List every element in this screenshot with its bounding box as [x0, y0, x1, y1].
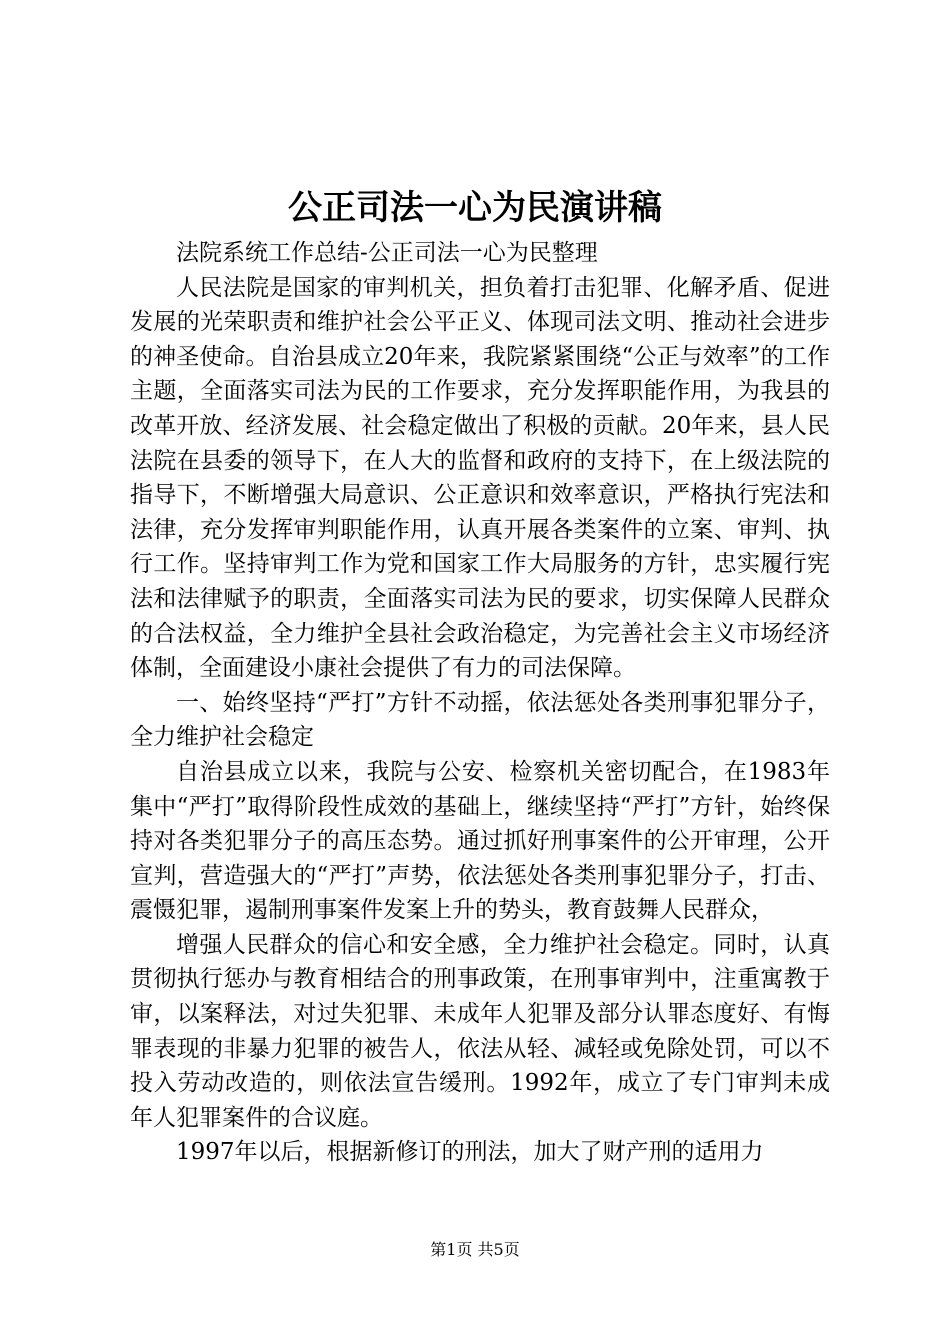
paragraph-1997: 1997年以后，根据新修订的刑法，加大了财产刑的适用力: [176, 1139, 764, 1166]
paragraph-intro: 人民法院是国家的审判机关，担负着打击犯罪、化解矛盾、促进发展的光荣职责和维护社会公平正义、体现司法文明、推动社会进步的神圣使命。自治县成立20年来，我院紧紧围绕“公正与效率”的工作主题，全面落实司法为民的工作要求，充分发挥职能作用，为我县的改革开放、经济发展、社会稳定做出了积极的贡献。20年来，县人民法院在县委的领导下，在人大的监督和政府的支持下，在上级法院的指导下，不断增强大局意识、公正意识和效率意识，严格执行宪法和法律，充分发挥审判职能作用，认真开展各类案件的立案、审判、执行工作。坚持审判工作为党和国家工作大局服务的方针，忠实履行宪法和法律赋予的职责，全面落实司法为民的要求，切实保障人民群众的合法权益，全力维护全县社会政治稳定，为完善社会主义市场经济体制，全面建设小康社会提供了有力的司法保障。: [130, 274, 830, 682]
document-title: 公正司法一心为民演讲稿: [288, 188, 662, 228]
paragraph-strike-hard: 自治县成立以来，我院与公安、检察机关密切配合，在1983年集中“严打”取得阶段性成效的基础上，继续坚持“严打”方针，始终保持对各类犯罪分子的高压态势。通过抓好刑事案件的公开审理，公开宣判，营造强大的“严打”声势，依法惩处各类刑事犯罪分子，打击、震慑犯罪，遏制刑事案件发案上升的势头，教育鼓舞人民群众，: [130, 758, 830, 924]
document-body: [130, 236, 830, 1170]
page-footer: 第1页 共5页: [430, 1240, 520, 1259]
paragraph-confidence: 增强人民群众的信心和安全感，全力维护社会稳定。同时，认真贯彻执行惩办与教育相结合的刑事政策，在刑事审判中，注重寓教于审，以案释法，对过失犯罪、未成年人犯罪及部分认罪态度好、有悔罪表现的非暴力犯罪的被告人，依法从轻、减轻或免除处罚，可以不投入劳动改造的，则依法宣告缓刑。1992年，成立了专门审判未成年人犯罪案件的合议庭。: [130, 931, 830, 1131]
document-subtitle: 法院系统工作总结-公正司法一心为民整理: [176, 240, 598, 266]
section-heading-1: 一、始终坚持“严打”方针不动摇，依法惩处各类刑事犯罪分子，全力维护社会稳定: [130, 689, 830, 751]
